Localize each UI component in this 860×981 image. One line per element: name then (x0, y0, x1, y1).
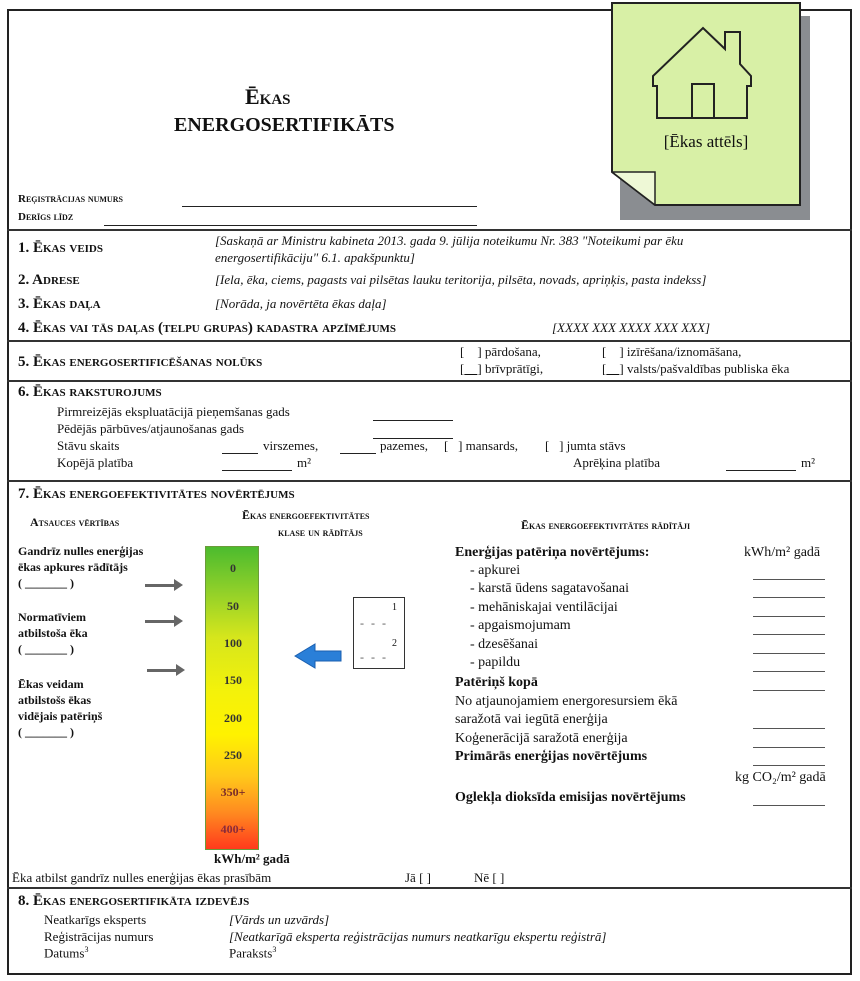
scale-label-200: 200 (224, 711, 242, 725)
scale-label-50: 50 (227, 599, 239, 613)
purpose-checkbox-rent[interactable]: [ ] izīrēšana/iznomāšana, (602, 344, 742, 359)
nzeb-no-checkbox[interactable]: Nē [ ] (474, 870, 505, 885)
average-value-field[interactable]: ( _______ ) (18, 725, 74, 739)
calc-area-field[interactable] (726, 470, 796, 471)
reference-item-average (18, 676, 102, 740)
section7-label: 7. Ēkas energoefektivitātes novērtējums (18, 486, 295, 502)
consumption-heating: - apkurei (470, 563, 521, 578)
purpose-public-label: valsts/pašvaldības publiska ēka (626, 361, 790, 376)
scale-label-150: 150 (224, 673, 242, 687)
expert-reg-label: Reģistrācijas numurs (44, 929, 154, 944)
consumption-hot-water: - karstā ūdens sagatavošanai (470, 581, 629, 596)
average-line1: Ēkas veidam (18, 677, 84, 691)
purpose-checkbox-voluntary[interactable]: [ ] brīvprātīgi, (460, 361, 544, 376)
purpose-checkbox-public[interactable]: [ ] valsts/pašvaldības publiska ēka (602, 361, 790, 376)
section8-label: 8. Ēkas energosertifikāta izdevējs (18, 893, 250, 909)
expert-name-field[interactable]: [Vārds un uzvārds] (229, 912, 330, 927)
reference-item-nzeb (18, 543, 143, 591)
roof-floor-label: jumta stāvs (566, 438, 626, 453)
photo-caption: [Ēkas attēls] (663, 132, 749, 151)
floors-below-label: pazemes, (380, 438, 429, 453)
hot-water-field[interactable] (753, 597, 825, 598)
consumption-title: Enerģijas patēriņa novērtējums: (455, 545, 650, 560)
arrow-right-icon (145, 584, 175, 587)
section1-hint-line1[interactable]: [Saskaņā ar Ministru kabineta 2013. gada 9. jūlija noteikumu Nr. 383 "Noteikumi par ēku (215, 233, 684, 248)
section1-hint-line2[interactable]: energosertifikāciju" 6.1. apakšpunktu] (215, 250, 415, 265)
scale-unit: kWh/m² gadā (214, 851, 290, 866)
section3-hint[interactable]: [Norāda, ja novērtēta ēkas daļa] (215, 296, 387, 311)
average-line3: vidējais patēriņš (18, 709, 103, 723)
indicators-title: Ēkas energoefektivitātes rādītāji (521, 518, 691, 532)
registration-number-field[interactable] (182, 206, 477, 207)
house-icon (647, 24, 757, 119)
cooling-field[interactable] (753, 653, 825, 654)
scale-label-400: 400+ (220, 822, 246, 836)
cogeneration-field[interactable] (753, 747, 825, 748)
page-title-line2: ENERGOSERTIFIKĀTS (174, 114, 395, 136)
renewable-field[interactable] (753, 728, 825, 729)
arrow-right-icon (145, 620, 175, 623)
divider (7, 340, 852, 342)
mansard-checkbox[interactable]: [ ] mansards, (444, 438, 519, 453)
class-title-line1: Ēkas energoefektivitātes (242, 508, 370, 522)
scale-label-250: 250 (224, 748, 242, 762)
nzeb-question: Ēka atbilst gandrīz nulles enerģijas ēkas prasībām (12, 870, 272, 885)
total-area-label: Kopējā platība (57, 455, 134, 470)
floors-label: Stāvu skaits (57, 438, 120, 453)
floors-above-field[interactable] (222, 453, 258, 454)
page-title-line1: Ēkas (245, 84, 291, 109)
calc-area-unit: m² (801, 455, 816, 470)
divider (7, 480, 852, 482)
average-line2: atbilstošs ēkas (18, 693, 92, 707)
first-use-year-field[interactable] (373, 420, 453, 421)
renewable-line2: saražotā vai iegūtā enerģija (455, 712, 608, 727)
nzeb-yes-checkbox[interactable]: Jā [ ] (405, 870, 431, 885)
expert-reg-field[interactable]: [Neatkarīgā eksperta reģistrācijas numurs neatkarīgu ekspertu reģistrā] (229, 929, 607, 944)
section2-hint[interactable]: [Iela, ēka, ciems, pagasts vai pilsētas lauku teritorija, pilsēta, novads, apriņķis, pasta indekss] (215, 272, 707, 287)
class-value-field[interactable]: - - - (360, 616, 388, 630)
primary-energy-label: Primārās enerģijas novērtējums (455, 749, 648, 764)
class-title-line2: klase un rādītājs (278, 525, 363, 539)
purpose-voluntary-label: brīvprātīgi, (484, 361, 544, 376)
section6-label: 6. Ēkas raksturojums (18, 384, 162, 400)
building-photo-placeholder[interactable] (611, 2, 801, 214)
valid-until-field[interactable] (104, 225, 477, 226)
total-area-unit: m² (297, 455, 312, 470)
co2-emissions-label: Oglekļa dioksīda emisijas novērtējums (455, 790, 686, 805)
valid-until-label: Derīgs līdz (18, 211, 74, 223)
normative-line1: Normatīviem (18, 610, 86, 624)
total-consumption-field[interactable] (753, 690, 825, 691)
purpose-sale-label: pārdošana, (484, 344, 541, 359)
normative-value-field[interactable]: ( _______ ) (18, 642, 74, 656)
nzeb-line2: ēkas apkures rādītājs (18, 560, 128, 574)
divider (7, 887, 852, 889)
date-label-text: Datums (44, 945, 85, 961)
divider (7, 380, 852, 382)
section4-label: 4. Ēkas vai tās daļas (telpu grupas) kadastra apzīmējums (18, 320, 397, 336)
renewable-line1: No atjaunojamiem energoresursiem ēkā (455, 694, 678, 709)
signature-label[interactable] (229, 945, 276, 961)
section3-label: 3. Ēkas daļa (18, 296, 101, 312)
indicator-value-field[interactable]: - - - (360, 650, 388, 664)
heating-field[interactable] (753, 579, 825, 580)
last-renovation-year-label: Pēdējās pārbūves/atjaunošanas gads (57, 421, 245, 436)
scale-label-100: 100 (224, 636, 242, 650)
floors-below-field[interactable] (340, 453, 376, 454)
class-marker-2: 2 (392, 638, 397, 649)
energy-class-scale (205, 546, 259, 850)
section1-label: 1. Ēkas veids (18, 240, 103, 256)
consumption-ventilation: - mehāniskajai ventilācijai (470, 600, 618, 615)
consumption-cooling: - dzesēšanai (470, 637, 539, 652)
consumption-lighting: - apgaismojumam (470, 618, 571, 633)
registration-number-label: Reģistrācijas numurs (18, 193, 123, 205)
purpose-rent-label: izīrēšana/iznomāšana, (626, 344, 742, 359)
first-use-year-label: Pirmreizējās ekspluatācijā pieņemšanas gads (57, 404, 290, 419)
co2-emissions-field[interactable] (753, 805, 825, 806)
reference-item-normative (18, 609, 88, 657)
signature-footnote: 3 (272, 945, 277, 954)
lighting-field[interactable] (753, 634, 825, 635)
roof-floor-checkbox[interactable]: [ ] jumta stāvs (545, 438, 626, 453)
total-area-field[interactable] (222, 470, 292, 471)
scale-label-0: 0 (230, 561, 236, 575)
normative-line2: atbilstoša ēka (18, 626, 88, 640)
expert-label: Neatkarīgs eksperts (44, 912, 147, 927)
energy-class-box[interactable] (353, 597, 405, 669)
scale-label-350: 350+ (220, 785, 246, 799)
mansard-label: mansards, (465, 438, 519, 453)
class-marker-1: 1 (392, 602, 397, 613)
arrow-right-icon (147, 669, 177, 672)
arrow-left-icon (293, 642, 343, 670)
date-label (44, 945, 88, 961)
nzeb-value-field[interactable]: ( _______ ) (18, 576, 74, 590)
total-consumption-label: Patēriņš kopā (455, 675, 538, 690)
purpose-checkbox-sale[interactable]: [ ] pārdošana, (460, 344, 541, 359)
consumption-additional: - papildu (470, 655, 521, 670)
primary-energy-field[interactable] (753, 765, 825, 766)
additional-field[interactable] (753, 671, 825, 672)
consumption-unit: kWh/m² gadā (744, 545, 821, 560)
section2-label: 2. Adrese (18, 272, 80, 288)
co2-unit: kg CO₂/m² gadā (735, 770, 826, 785)
section4-hint[interactable]: [XXXX XXX XXXX XXX XXX] (552, 320, 711, 335)
section5-label: 5. Ēkas energosertificēšanas nolūks (18, 354, 263, 370)
floors-above-label: virszemes, (263, 438, 319, 453)
signature-label-text: Paraksts (229, 945, 273, 961)
nzeb-line1: Gandrīz nulles enerģijas (18, 544, 144, 558)
calc-area-label: Aprēķina platība (573, 455, 660, 470)
ventilation-field[interactable] (753, 616, 825, 617)
divider (7, 229, 852, 231)
reference-values-title: Atsauces vērtības (30, 515, 120, 529)
date-footnote: 3 (84, 945, 89, 954)
cogeneration-label: Koģenerācijā saražotā enerģija (455, 731, 628, 746)
